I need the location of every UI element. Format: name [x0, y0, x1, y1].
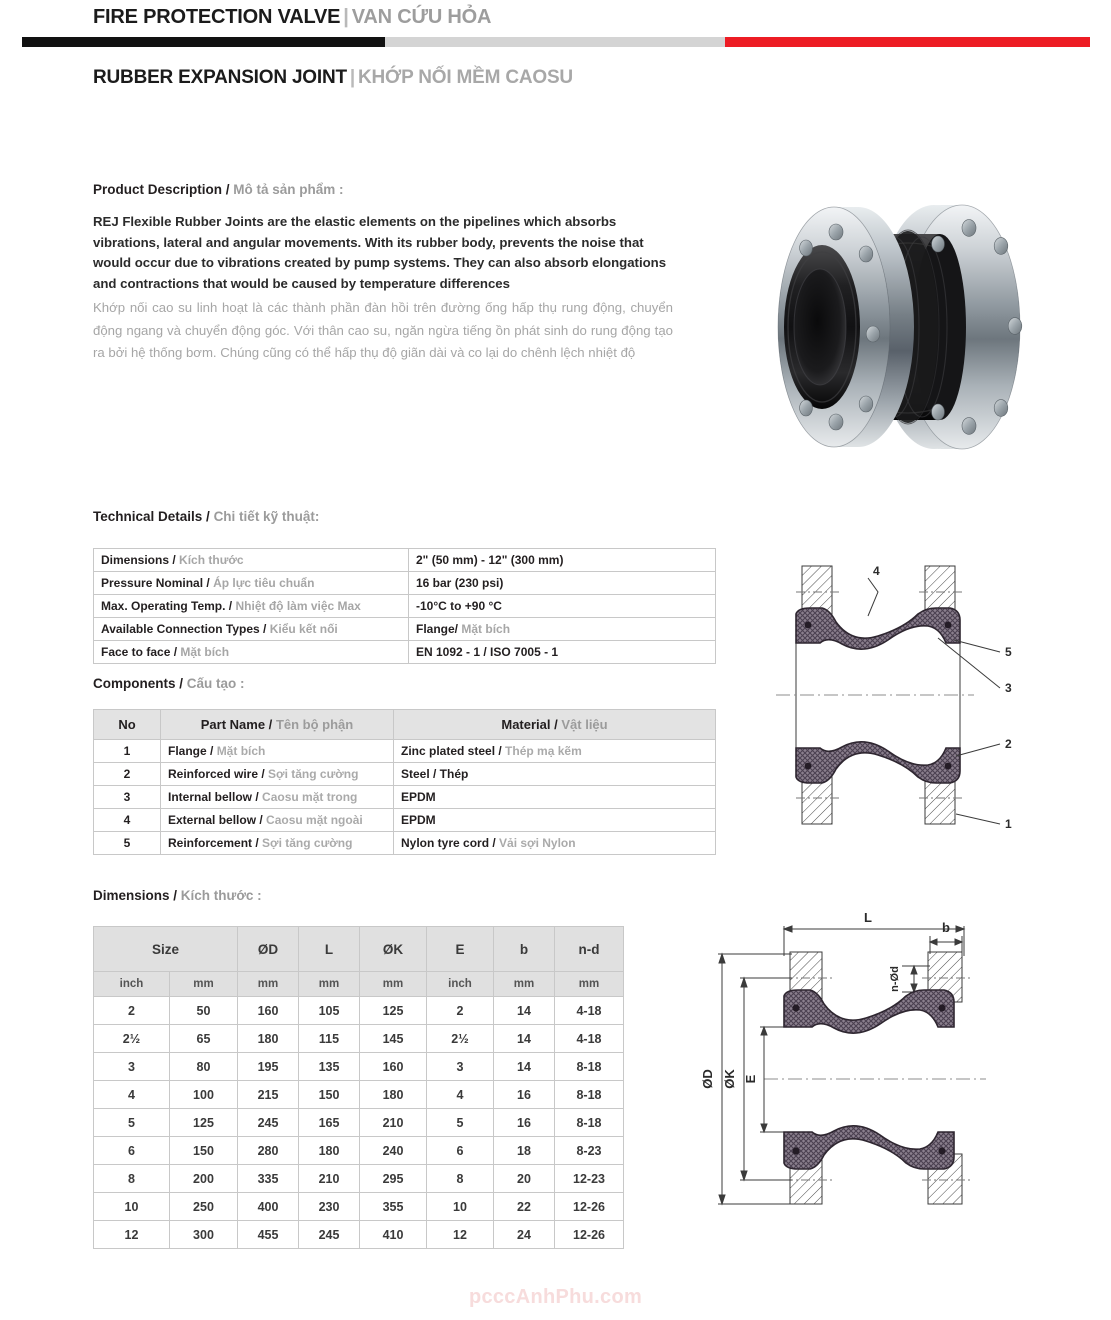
- dim-cell-inch: 3: [427, 1053, 494, 1081]
- dim-col-od: ØD: [238, 927, 299, 972]
- dim-cell-mm: 18: [494, 1137, 555, 1165]
- dim-cell-mm: 165: [299, 1109, 360, 1137]
- component-part-name: Reinforcement / Sợi tăng cường: [161, 832, 394, 855]
- dim-label-L: L: [864, 910, 872, 925]
- dimensions-heading-vi: Kích thước :: [180, 888, 262, 903]
- table-row: [94, 1137, 624, 1165]
- component-material: EPDM: [394, 786, 716, 809]
- col-part-name: [161, 710, 394, 740]
- dim-cell-mm: 150: [169, 1137, 237, 1165]
- dim-label-E: E: [743, 1074, 758, 1084]
- tech-label-en: Available Connection Types /: [101, 622, 267, 636]
- dim-cell-inch: 5: [94, 1109, 170, 1137]
- col-part-name-vi: Tên bộ phận: [275, 717, 354, 732]
- dim-cell-mm: 135: [299, 1053, 360, 1081]
- dimensions-heading: [93, 888, 262, 903]
- callout-3: 3: [1005, 681, 1012, 695]
- dim-cell-mm: 14: [494, 1025, 555, 1053]
- title-separator: |: [343, 6, 349, 28]
- table-row: [94, 1221, 624, 1249]
- dim-label-OD: ØD: [700, 1069, 715, 1089]
- product-title-separator: |: [349, 67, 356, 88]
- dim-cell-mm: 22: [494, 1193, 555, 1221]
- dim-cell-mm: 280: [238, 1137, 299, 1165]
- dim-cell-mm: 180: [299, 1137, 360, 1165]
- dim-unit-inch: inch: [94, 972, 170, 997]
- dim-cell-inch: 4: [94, 1081, 170, 1109]
- dim-cell-mm: 8-18: [555, 1081, 624, 1109]
- tech-value-cell: EN 1092 - 1 / ISO 7005 - 1: [409, 641, 716, 664]
- dim-cell-inch: 12: [94, 1221, 170, 1249]
- callout-1: 1: [1005, 817, 1012, 831]
- dim-cell-mm: 240: [360, 1137, 427, 1165]
- dim-label-OK: ØK: [722, 1069, 737, 1089]
- tech-label-cell: [94, 572, 409, 595]
- dim-col-e: E: [427, 927, 494, 972]
- dim-cell-mm: 230: [299, 1193, 360, 1221]
- technical-details-heading-en: Technical Details /: [93, 509, 210, 524]
- dim-unit-inch: inch: [427, 972, 494, 997]
- tech-label-cell: [94, 641, 409, 664]
- dim-col-l: L: [299, 927, 360, 972]
- component-no: 4: [94, 809, 161, 832]
- watermark: pcccAnhPhu.com: [468, 1286, 643, 1308]
- dim-cell-inch: 4: [427, 1081, 494, 1109]
- dim-cell-mm: 245: [299, 1221, 360, 1249]
- product-title-en: RUBBER EXPANSION JOINT: [93, 67, 347, 88]
- dim-unit-mm: mm: [555, 972, 624, 997]
- dim-cell-inch: 2½: [94, 1025, 170, 1053]
- components-heading: [93, 676, 245, 691]
- dim-cell-mm: 20: [494, 1165, 555, 1193]
- table-row: [94, 763, 716, 786]
- tech-label-vi: Mặt bích: [180, 645, 230, 659]
- dim-cell-mm: 14: [494, 1053, 555, 1081]
- col-material-vi: Vật liệu: [561, 717, 608, 732]
- dim-cell-mm: 250: [169, 1193, 237, 1221]
- dim-cell-mm: 145: [360, 1025, 427, 1053]
- component-part-name: Internal bellow / Caosu mặt trong: [161, 786, 394, 809]
- table-row: [94, 641, 716, 664]
- page-title-en: FIRE PROTECTION VALVE: [93, 6, 341, 28]
- tech-label-en: Pressure Nominal /: [101, 576, 210, 590]
- dim-cell-mm: 335: [238, 1165, 299, 1193]
- dim-cell-inch: 10: [427, 1193, 494, 1221]
- dim-label-n-od: n-Ød: [889, 966, 901, 992]
- tech-value-vi: Mặt bích: [461, 622, 511, 636]
- dim-cell-mm: 245: [238, 1109, 299, 1137]
- tech-value-en: Flange/: [416, 622, 459, 636]
- dim-cell-mm: 215: [238, 1081, 299, 1109]
- table-row: [94, 740, 716, 763]
- product-description-heading-en: Product Description /: [93, 182, 230, 197]
- dim-cell-mm: 12-26: [555, 1221, 624, 1249]
- tech-value-cell: 16 bar (230 psi): [409, 572, 716, 595]
- table-header-row: [94, 927, 624, 972]
- product-photo: [726, 186, 1066, 468]
- dim-cell-mm: 16: [494, 1109, 555, 1137]
- table-row: [94, 809, 716, 832]
- table-row: [94, 1025, 624, 1053]
- dim-cell-mm: 12-26: [555, 1193, 624, 1221]
- component-part-name: Reinforced wire / Sợi tăng cường: [161, 763, 394, 786]
- cross-section-drawing: [760, 548, 1090, 858]
- component-material: Nylon tyre cord / Vải sợi Nylon: [394, 832, 716, 855]
- page-title: [93, 6, 491, 29]
- table-row: [94, 572, 716, 595]
- dim-cell-mm: 125: [169, 1109, 237, 1137]
- dim-cell-mm: 80: [169, 1053, 237, 1081]
- tech-label-vi: Kiểu kết nối: [269, 622, 338, 636]
- dim-cell-mm: 195: [238, 1053, 299, 1081]
- tech-label-en: Dimensions /: [101, 553, 176, 567]
- dim-cell-inch: 3: [94, 1053, 170, 1081]
- component-no: 3: [94, 786, 161, 809]
- dim-cell-inch: 6: [94, 1137, 170, 1165]
- dim-col-size: Size: [94, 927, 238, 972]
- dim-cell-mm: 180: [238, 1025, 299, 1053]
- dim-cell-mm: 12-23: [555, 1165, 624, 1193]
- dim-col-nd: n-d: [555, 927, 624, 972]
- dimensions-heading-en: Dimensions /: [93, 888, 178, 903]
- dim-cell-inch: 2½: [427, 1025, 494, 1053]
- tech-label-en: Max. Operating Temp. /: [101, 599, 233, 613]
- tech-value-cell: -10°C to +90 °C: [409, 595, 716, 618]
- dim-cell-mm: 300: [169, 1221, 237, 1249]
- dim-cell-mm: 115: [299, 1025, 360, 1053]
- table-header-row: [94, 710, 716, 740]
- table-unit-row: [94, 972, 624, 997]
- dim-cell-mm: 50: [169, 997, 237, 1025]
- dim-cell-mm: 160: [360, 1053, 427, 1081]
- table-row: [94, 1109, 624, 1137]
- dim-cell-mm: 200: [169, 1165, 237, 1193]
- dim-cell-inch: 8: [94, 1165, 170, 1193]
- dim-cell-mm: 24: [494, 1221, 555, 1249]
- dim-cell-mm: 180: [360, 1081, 427, 1109]
- dim-cell-mm: 14: [494, 997, 555, 1025]
- dim-unit-mm: mm: [169, 972, 237, 997]
- dim-cell-inch: 5: [427, 1109, 494, 1137]
- tech-label-cell: [94, 595, 409, 618]
- dim-cell-mm: 4-18: [555, 997, 624, 1025]
- dimensions-table: [93, 926, 624, 1249]
- tech-label-vi: Kích thước: [179, 553, 244, 567]
- technical-details-heading: [93, 509, 319, 524]
- table-row: [94, 1053, 624, 1081]
- component-material: Steel / Thép: [394, 763, 716, 786]
- callout-2: 2: [1005, 737, 1012, 751]
- product-description-heading-vi: Mô tả sản phẩm :: [233, 182, 344, 197]
- table-row: [94, 1193, 624, 1221]
- dim-label-b: b: [942, 920, 950, 935]
- table-row: [94, 595, 716, 618]
- dim-cell-mm: 455: [238, 1221, 299, 1249]
- component-material: Zinc plated steel / Thép mạ kẽm: [394, 740, 716, 763]
- header-rule-gray: [385, 37, 725, 47]
- dim-cell-mm: 125: [360, 997, 427, 1025]
- product-description-text-en: REJ Flexible Rubber Joints are the elastic elements on the pipelines which absorbs vibrations, lateral and angular movements. With its rubber body, prevents the noise that would occur due to vibrations created by pump systems. They can also absorb elongations and contractions that would be caused by temperature differences: [93, 214, 667, 291]
- dim-cell-mm: 410: [360, 1221, 427, 1249]
- technical-details-heading-vi: Chi tiết kỹ thuật:: [213, 509, 320, 524]
- header-rule-black: [22, 37, 385, 47]
- product-description-heading: [93, 182, 344, 197]
- tech-label-cell: [94, 618, 409, 641]
- component-material: EPDM: [394, 809, 716, 832]
- table-row: [94, 786, 716, 809]
- component-no: 1: [94, 740, 161, 763]
- technical-details-table: [93, 548, 716, 664]
- header-rule-red: [725, 37, 1090, 47]
- dim-cell-mm: 100: [169, 1081, 237, 1109]
- components-heading-vi: Cấu tạo :: [186, 676, 245, 691]
- product-title-vi: KHỚP NỐI MỀM CAOSU: [358, 67, 573, 88]
- dim-cell-mm: 295: [360, 1165, 427, 1193]
- page-title-vi: VAN CỨU HỎA: [351, 6, 492, 28]
- dim-unit-mm: mm: [238, 972, 299, 997]
- dim-cell-inch: 10: [94, 1193, 170, 1221]
- table-row: [94, 1081, 624, 1109]
- dim-cell-mm: 8-23: [555, 1137, 624, 1165]
- dim-cell-inch: 12: [427, 1221, 494, 1249]
- table-row: [94, 618, 716, 641]
- callout-5: 5: [1005, 645, 1012, 659]
- tech-label-vi: Áp lực tiêu chuẩn: [213, 576, 315, 590]
- dim-cell-mm: 8-18: [555, 1109, 624, 1137]
- table-row: [94, 997, 624, 1025]
- tech-value-cell: 2" (50 mm) - 12" (300 mm): [409, 549, 716, 572]
- col-material-en: Material /: [501, 717, 558, 732]
- dim-cell-mm: 65: [169, 1025, 237, 1053]
- component-no: 5: [94, 832, 161, 855]
- dim-cell-inch: 2: [94, 997, 170, 1025]
- dim-cell-mm: 210: [299, 1165, 360, 1193]
- table-row: [94, 549, 716, 572]
- dimension-drawing: [686, 896, 1106, 1261]
- dim-cell-inch: 2: [427, 997, 494, 1025]
- component-no: 2: [94, 763, 161, 786]
- dim-cell-mm: 160: [238, 997, 299, 1025]
- dim-unit-mm: mm: [299, 972, 360, 997]
- dim-cell-inch: 8: [427, 1165, 494, 1193]
- dim-unit-mm: mm: [360, 972, 427, 997]
- table-row: [94, 1165, 624, 1193]
- tech-value-cell: [409, 618, 716, 641]
- dim-cell-mm: 210: [360, 1109, 427, 1137]
- dim-cell-mm: 105: [299, 997, 360, 1025]
- product-title: [93, 67, 573, 89]
- component-part-name: Flange / Mặt bích: [161, 740, 394, 763]
- dim-col-ok: ØK: [360, 927, 427, 972]
- components-heading-en: Components /: [93, 676, 183, 691]
- col-material: [394, 710, 716, 740]
- dim-cell-mm: 150: [299, 1081, 360, 1109]
- dim-cell-mm: 16: [494, 1081, 555, 1109]
- dim-unit-mm: mm: [494, 972, 555, 997]
- col-part-name-en: Part Name /: [200, 717, 273, 732]
- dim-cell-mm: 400: [238, 1193, 299, 1221]
- dim-col-b: b: [494, 927, 555, 972]
- components-table: [93, 709, 716, 855]
- tech-label-en: Face to face /: [101, 645, 178, 659]
- dim-cell-inch: 6: [427, 1137, 494, 1165]
- dim-cell-mm: 8-18: [555, 1053, 624, 1081]
- component-part-name: External bellow / Caosu mặt ngoài: [161, 809, 394, 832]
- tech-label-vi: Nhiệt độ làm việc Max: [235, 599, 361, 613]
- product-description-text-vi: Khớp nối cao su linh hoạt là các thành phần đàn hồi trên đường ống hấp thụ rung động, chuyển động ngang và chuyển động góc. Với thân cao su, ngăn ngừa tiếng ồn phát sinh do rung động tạo ra bởi hệ thống bơm. Chúng cũng có thể hấp thụ độ giãn dài và co lại do chênh lệch nhiệt độ: [93, 300, 673, 360]
- dim-cell-mm: 4-18: [555, 1025, 624, 1053]
- col-no: No: [94, 710, 161, 740]
- dim-cell-mm: 355: [360, 1193, 427, 1221]
- tech-label-cell: [94, 549, 409, 572]
- table-row: [94, 832, 716, 855]
- callout-4: 4: [873, 564, 880, 578]
